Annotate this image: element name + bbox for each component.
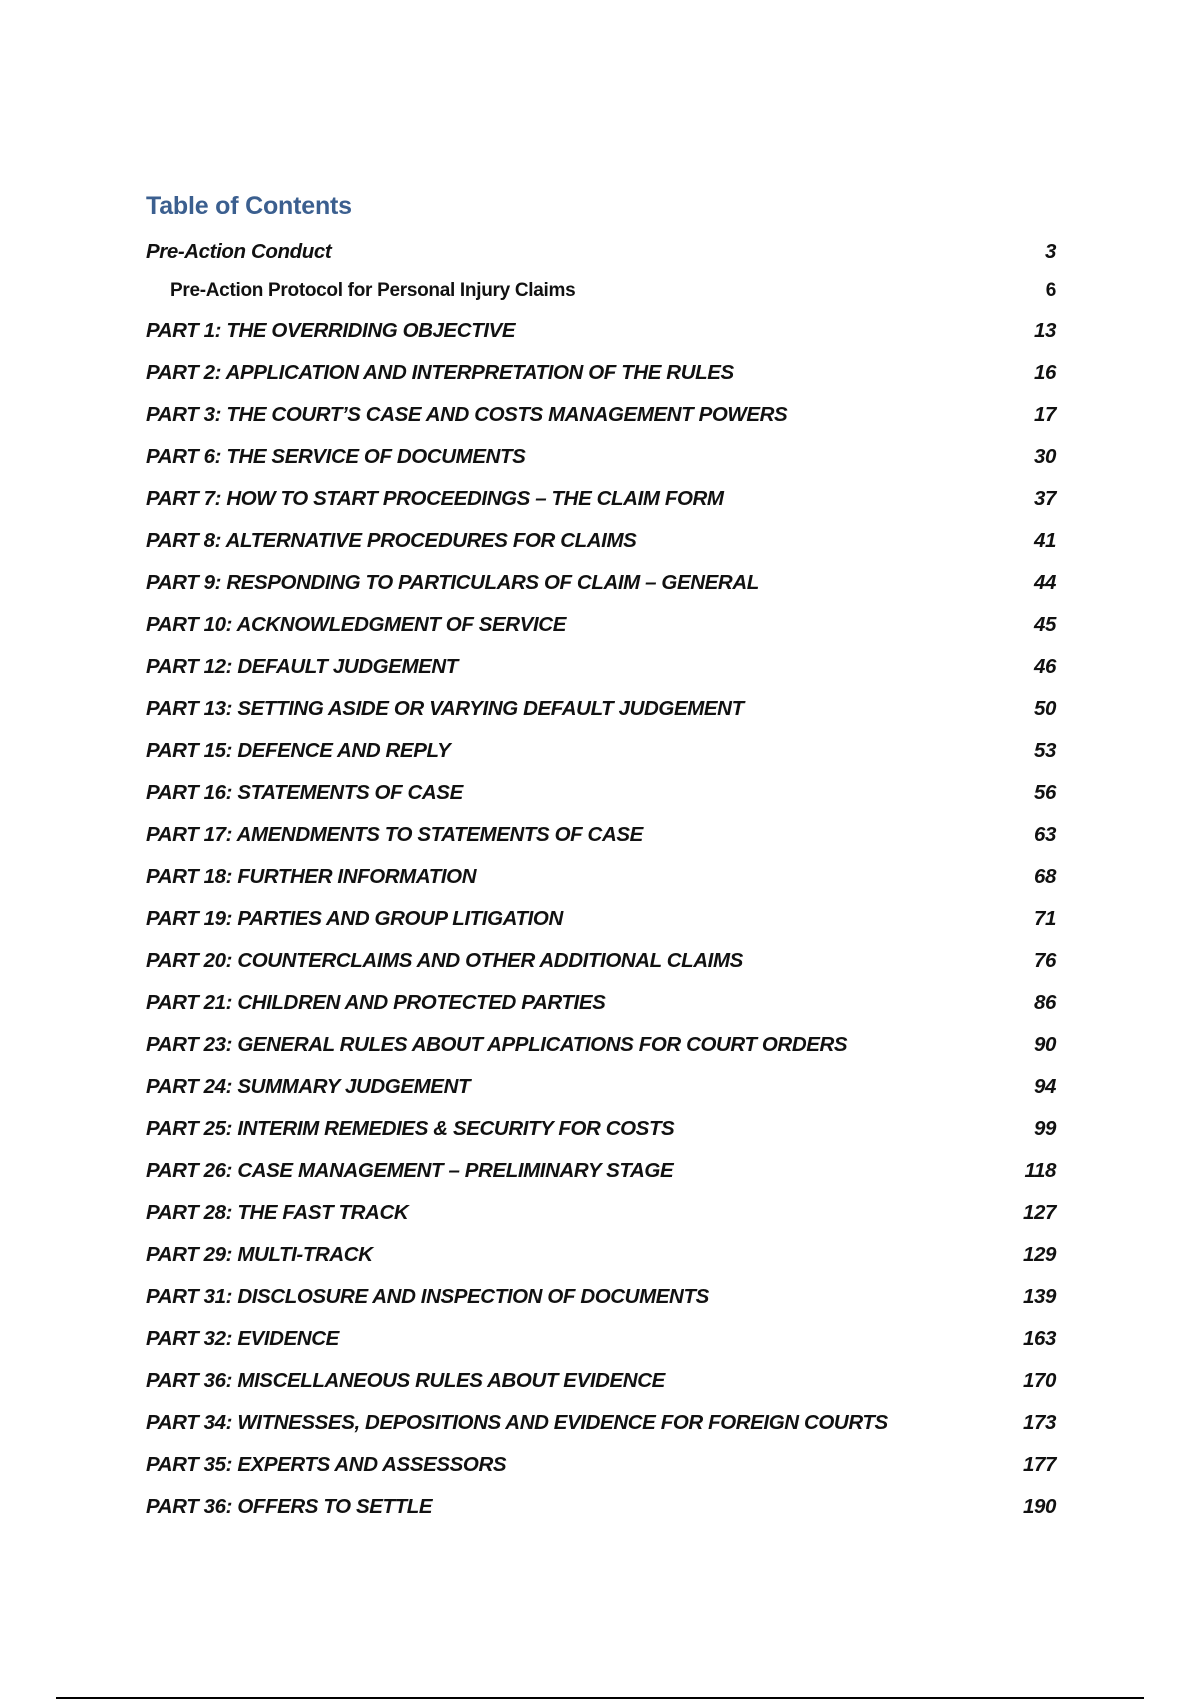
toc-entry-label: PART 13: SETTING ASIDE OR VARYING DEFAULT JUDGEMENT (146, 697, 744, 720)
toc-entry-page-number: 90 (1033, 1033, 1056, 1056)
toc-entry[interactable] (146, 1234, 1056, 1276)
toc-entry-label: PART 31: DISCLOSURE AND INSPECTION OF DOCUMENTS (146, 1285, 709, 1308)
toc-entry[interactable] (146, 436, 1056, 478)
toc-entry-label: PART 8: ALTERNATIVE PROCEDURES FOR CLAIMS (146, 529, 637, 552)
toc-entry-page-number: 86 (1033, 991, 1056, 1014)
toc-entry-page-number: 94 (1033, 1075, 1056, 1098)
toc-entry-label: Pre-Action Protocol for Personal Injury Claims (170, 280, 576, 301)
toc-entry[interactable] (146, 310, 1056, 352)
toc-entry-page-number: 46 (1033, 655, 1056, 678)
toc-entry-label: PART 36: MISCELLANEOUS RULES ABOUT EVIDENCE (146, 1369, 665, 1392)
toc-entry[interactable] (146, 562, 1056, 604)
toc-entry[interactable] (146, 1150, 1056, 1192)
toc-entry[interactable] (146, 1108, 1056, 1150)
footer-divider (56, 1697, 1144, 1699)
toc-entry[interactable] (146, 520, 1056, 562)
toc-entry-label: PART 32: EVIDENCE (146, 1327, 339, 1350)
toc-entry-page-number: 173 (1022, 1411, 1056, 1434)
toc-entry[interactable] (146, 1192, 1056, 1234)
toc-entry-label: PART 35: EXPERTS AND ASSESSORS (146, 1453, 507, 1476)
toc-entry-page-number: 16 (1033, 361, 1056, 384)
toc-entry-page-number: 50 (1033, 697, 1056, 720)
toc-entry-label: PART 12: DEFAULT JUDGEMENT (146, 655, 458, 678)
toc-entry[interactable] (146, 814, 1056, 856)
toc-entry-label: PART 1: THE OVERRIDING OBJECTIVE (146, 319, 516, 342)
toc-entry-page-number: 45 (1033, 613, 1056, 636)
toc-entry-page-number: 170 (1022, 1369, 1056, 1392)
toc-entry[interactable] (146, 730, 1056, 772)
toc-entry[interactable] (146, 1360, 1056, 1402)
toc-entry-page-number: 127 (1022, 1201, 1056, 1224)
toc-entry[interactable] (146, 352, 1056, 394)
toc-entry-page-number: 63 (1033, 823, 1056, 846)
toc-entry-page-number: 3 (1044, 240, 1056, 263)
toc-entry-page-number: 41 (1033, 529, 1056, 552)
toc-entry-label: Pre-Action Conduct (146, 240, 332, 263)
toc-entry-page-number: 44 (1033, 571, 1056, 594)
toc-entry[interactable] (146, 688, 1056, 730)
toc-entry-page-number: 56 (1033, 781, 1056, 804)
toc-entry-label: PART 17: AMENDMENTS TO STATEMENTS OF CASE (146, 823, 643, 846)
toc-entry-page-number: 13 (1033, 319, 1056, 342)
toc-entry-page-number: 118 (1024, 1159, 1056, 1182)
toc-entry-label: PART 3: THE COURT’S CASE AND COSTS MANAGEMENT POWERS (146, 403, 788, 426)
toc-entry[interactable] (146, 646, 1056, 688)
toc-entry-page-number: 190 (1022, 1495, 1056, 1518)
toc-entry[interactable] (146, 1276, 1056, 1318)
toc-entry-label: PART 24: SUMMARY JUDGEMENT (146, 1075, 471, 1098)
toc-entry[interactable] (146, 1486, 1056, 1528)
toc-entry-page-number: 17 (1033, 403, 1056, 426)
toc-entry-label: PART 26: CASE MANAGEMENT – PRELIMINARY STAGE (146, 1159, 674, 1182)
toc-entry-page-number: 129 (1022, 1243, 1056, 1266)
toc-entry-label: PART 25: INTERIM REMEDIES & SECURITY FOR COSTS (146, 1117, 675, 1140)
toc-heading: Table of Contents (146, 192, 352, 220)
toc-entry[interactable] (146, 982, 1056, 1024)
toc-entry-label: PART 2: APPLICATION AND INTERPRETATION OF THE RULES (146, 361, 734, 384)
toc-entry-label: PART 20: COUNTERCLAIMS AND OTHER ADDITIONAL CLAIMS (146, 949, 743, 972)
toc-entry[interactable] (146, 272, 1056, 310)
toc-entry-page-number: 163 (1022, 1327, 1056, 1350)
toc-entry-page-number: 99 (1033, 1117, 1056, 1140)
toc-entry-page-number: 139 (1022, 1285, 1056, 1308)
toc-entry[interactable] (146, 478, 1056, 520)
toc-entry-page-number: 30 (1033, 445, 1056, 468)
toc-entry-label: PART 19: PARTIES AND GROUP LITIGATION (146, 907, 563, 930)
toc-entry-label: PART 28: THE FAST TRACK (146, 1201, 409, 1224)
toc-entry-label: PART 10: ACKNOWLEDGMENT OF SERVICE (146, 613, 566, 636)
toc-entry-page-number: 6 (1045, 280, 1056, 301)
toc-entry-label: PART 34: WITNESSES, DEPOSITIONS AND EVIDENCE FOR FOREIGN COURTS (146, 1411, 888, 1434)
toc-entry-label: PART 7: HOW TO START PROCEEDINGS – THE CLAIM FORM (146, 487, 724, 510)
toc-entry[interactable] (146, 940, 1056, 982)
toc-entry[interactable] (146, 394, 1056, 436)
toc-entry-page-number: 76 (1033, 949, 1056, 972)
toc-entry-page-number: 37 (1033, 487, 1056, 510)
toc-entry-label: PART 29: MULTI-TRACK (146, 1243, 373, 1266)
toc-entry[interactable] (146, 898, 1056, 940)
toc-entry-page-number: 71 (1033, 907, 1056, 930)
toc-entry[interactable] (146, 1444, 1056, 1486)
toc-entry-label: PART 9: RESPONDING TO PARTICULARS OF CLAIM – GENERAL (146, 571, 759, 594)
toc-entry-page-number: 53 (1033, 739, 1056, 762)
toc-entry[interactable] (146, 604, 1056, 646)
toc-entry-page-number: 177 (1022, 1453, 1056, 1476)
toc-entry[interactable] (146, 772, 1056, 814)
toc-entry-label: PART 16: STATEMENTS OF CASE (146, 781, 463, 804)
toc-entry[interactable] (146, 240, 1056, 264)
toc-entry-label: PART 36: OFFERS TO SETTLE (146, 1495, 433, 1518)
toc-entry-label: PART 23: GENERAL RULES ABOUT APPLICATIONS FOR COURT ORDERS (146, 1033, 848, 1056)
toc-entry-label: PART 18: FURTHER INFORMATION (146, 865, 477, 888)
toc-entry-page-number: 68 (1033, 865, 1056, 888)
toc-entry[interactable] (146, 856, 1056, 898)
toc-entry[interactable] (146, 1318, 1056, 1360)
toc-entry-label: PART 21: CHILDREN AND PROTECTED PARTIES (146, 991, 606, 1014)
toc-entry[interactable] (146, 1402, 1056, 1444)
toc-entry[interactable] (146, 1066, 1056, 1108)
toc-entry[interactable] (146, 1024, 1056, 1066)
toc-list (146, 240, 1056, 1528)
toc-entry-label: PART 15: DEFENCE AND REPLY (146, 739, 451, 762)
toc-entry-label: PART 6: THE SERVICE OF DOCUMENTS (146, 445, 526, 468)
